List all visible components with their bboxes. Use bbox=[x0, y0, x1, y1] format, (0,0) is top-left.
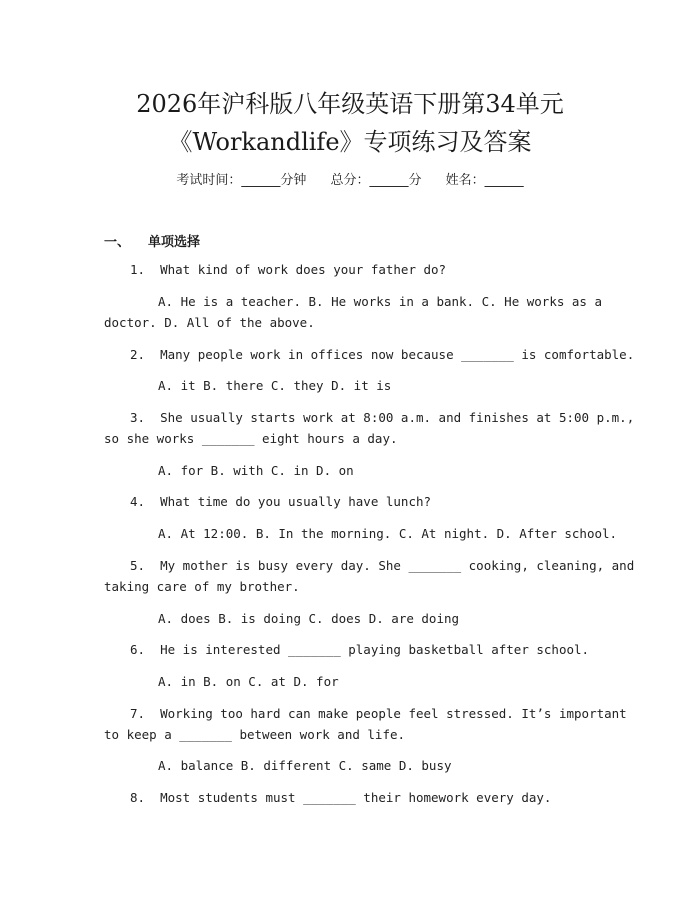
question-1-options: A. He is a teacher. B. He works in a bank. C. He works as a bbox=[158, 294, 603, 309]
section-number: 一、 bbox=[104, 235, 131, 250]
student-name: 姓名：______ bbox=[445, 173, 524, 188]
question-4-text: 4. What time do you usually have lunch? bbox=[130, 494, 432, 509]
question-5-options: A. does B. is doing C. does D. are doing bbox=[158, 611, 460, 626]
section-heading bbox=[104, 231, 200, 250]
exam-info bbox=[0, 169, 700, 188]
question-6-text: 6. He is interested _______ playing basketball after school. bbox=[130, 642, 590, 657]
section-title: 单项选择 bbox=[148, 235, 201, 250]
question-3-options: A. for B. with C. in D. on bbox=[158, 463, 354, 478]
question-4-options: A. At 12:00. B. In the morning. C. At night. D. After school. bbox=[158, 526, 618, 541]
question-7-text: 7. Working too hard can make people feel stressed. It’s important bbox=[130, 706, 627, 721]
question-6-options: A. in B. on C. at D. for bbox=[158, 674, 339, 689]
exam-time: 考试时间：______分钟 bbox=[176, 173, 307, 188]
question-3-text: 3. She usually starts work at 8:00 a.m. and finishes at 5:00 p.m., bbox=[130, 410, 635, 425]
question-1-text: 1. What kind of work does your father do? bbox=[130, 262, 447, 277]
question-8-text: 8. Most students must _______ their homework every day. bbox=[130, 790, 552, 805]
exam-total-score: 总分：______分 bbox=[330, 173, 422, 188]
document-title-line-1: 2026年沪科版八年级英语下册第34单元 bbox=[136, 90, 564, 118]
question-7-options: A. balance B. different C. same D. busy bbox=[158, 758, 452, 773]
question-5-text-continued: taking care of my brother. bbox=[104, 579, 300, 594]
question-5-text: 5. My mother is busy every day. She _______ cooking, cleaning, and bbox=[130, 558, 635, 573]
question-1-options-continued: doctor. D. All of the above. bbox=[104, 315, 315, 330]
question-2-options: A. it B. there C. they D. it is bbox=[158, 378, 392, 393]
question-2-text: 2. Many people work in offices now because _______ is comfortable. bbox=[130, 347, 635, 362]
document-title-line-2: 《Workandlife》专项练习及答案 bbox=[168, 128, 532, 156]
question-3-text-continued: so she works _______ eight hours a day. bbox=[104, 431, 398, 446]
question-7-text-continued: to keep a _______ between work and life. bbox=[104, 727, 406, 742]
